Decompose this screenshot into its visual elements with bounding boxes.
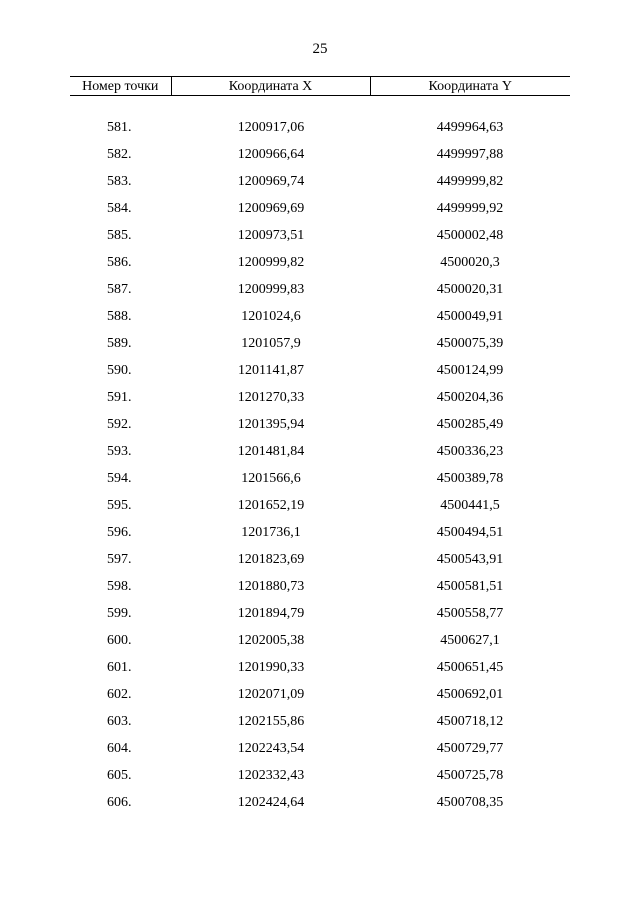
table-row (70, 303, 570, 330)
coordinate-x-cell: 1201270,33 (237, 390, 305, 405)
coordinate-x-cell: 1202243,54 (237, 741, 305, 756)
coordinate-y-cell: 4500336,23 (436, 444, 504, 459)
point-number-cell: 598. (107, 579, 132, 594)
point-number-cell: 606. (107, 795, 132, 810)
point-number-cell: 587. (107, 282, 132, 297)
point-number-cell: 591. (107, 390, 132, 405)
coordinate-x-cell: 1202071,09 (237, 687, 305, 702)
point-number-cell: 581. (107, 120, 132, 135)
table-row (70, 411, 570, 438)
coordinate-y-cell: 4500049,91 (436, 309, 504, 324)
table-body (70, 96, 570, 817)
coordinate-x-cell: 1201057,9 (241, 336, 301, 351)
coordinate-x-cell: 1201024,6 (241, 309, 301, 324)
table-row (70, 492, 570, 519)
coordinate-y-cell: 4500558,77 (436, 606, 504, 621)
coordinate-x-cell: 1200917,06 (237, 120, 305, 135)
table-row (70, 681, 570, 708)
table-row (70, 438, 570, 465)
coordinate-y-cell: 4500651,45 (436, 660, 504, 675)
table-row (70, 330, 570, 357)
table-row (70, 168, 570, 195)
table-row (70, 735, 570, 762)
point-number-cell: 590. (107, 363, 132, 378)
point-number-cell: 593. (107, 444, 132, 459)
point-number-cell: 583. (107, 174, 132, 189)
table-row (70, 357, 570, 384)
coordinate-y-cell: 4500020,31 (436, 282, 504, 297)
coordinate-x-cell: 1201894,79 (237, 606, 305, 621)
point-number-cell: 597. (107, 552, 132, 567)
point-number-cell: 603. (107, 714, 132, 729)
point-number-cell: 594. (107, 471, 132, 486)
coordinate-y-cell: 4500729,77 (436, 741, 504, 756)
table-row (70, 600, 570, 627)
coordinate-x-cell: 1201990,33 (237, 660, 305, 675)
coordinate-x-cell: 1201736,1 (241, 525, 301, 540)
coordinate-y-cell: 4500389,78 (436, 471, 504, 486)
table-row (70, 654, 570, 681)
point-number-cell: 602. (107, 687, 132, 702)
header-coordinate-y: Координата Y (370, 77, 570, 96)
coordinate-x-cell: 1200969,69 (237, 201, 305, 216)
coordinate-x-cell: 1202005,38 (237, 633, 305, 648)
coordinate-y-cell: 4500285,49 (436, 417, 504, 432)
table-row (70, 114, 570, 141)
point-number-cell: 595. (107, 498, 132, 513)
coordinate-x-cell: 1201652,19 (237, 498, 305, 513)
table-spacer-row (70, 96, 570, 115)
table-row (70, 384, 570, 411)
coordinate-y-cell: 4500204,36 (436, 390, 504, 405)
coordinate-y-cell: 4500020,3 (440, 255, 500, 270)
table-row (70, 195, 570, 222)
table-row (70, 141, 570, 168)
table-row (70, 222, 570, 249)
point-number-cell: 582. (107, 147, 132, 162)
point-number-cell: 592. (107, 417, 132, 432)
header-coordinate-x: Координата X (171, 77, 370, 96)
point-number-cell: 596. (107, 525, 132, 540)
coordinate-y-cell: 4500627,1 (440, 633, 500, 648)
coordinate-y-cell: 4500002,48 (436, 228, 504, 243)
coordinate-x-cell: 1200999,82 (237, 255, 305, 270)
point-number-cell: 600. (107, 633, 132, 648)
table-row (70, 762, 570, 789)
table-row (70, 708, 570, 735)
coordinate-y-cell: 4500708,35 (436, 795, 504, 810)
coordinate-y-cell: 4499964,63 (436, 120, 504, 135)
coordinate-x-cell: 1200973,51 (237, 228, 305, 243)
table-row (70, 573, 570, 600)
table-row (70, 519, 570, 546)
point-number-cell: 584. (107, 201, 132, 216)
coordinate-x-cell: 1202155,86 (237, 714, 305, 729)
point-number-cell: 588. (107, 309, 132, 324)
table-spacer-cell (70, 96, 570, 115)
coordinate-y-cell: 4499999,92 (436, 201, 504, 216)
point-number-cell: 586. (107, 255, 132, 270)
table-row (70, 789, 570, 816)
coordinate-y-cell: 4500725,78 (436, 768, 504, 783)
coordinate-y-cell: 4500543,91 (436, 552, 504, 567)
coordinate-x-cell: 1201141,87 (238, 363, 304, 378)
coordinate-y-cell: 4500692,01 (436, 687, 504, 702)
point-number-cell: 585. (107, 228, 132, 243)
page-number: 25 (312, 41, 328, 57)
table-row (70, 465, 570, 492)
point-number-cell: 601. (107, 660, 132, 675)
coordinate-x-cell: 1201566,6 (241, 471, 301, 486)
coordinate-x-cell: 1200969,74 (237, 174, 305, 189)
coordinate-y-cell: 4500075,39 (436, 336, 504, 351)
coordinate-x-cell: 1200966,64 (237, 147, 305, 162)
table-row (70, 276, 570, 303)
coordinate-x-cell: 1201481,84 (237, 444, 305, 459)
table-header-row (70, 77, 570, 96)
coordinate-y-cell: 4499997,88 (436, 147, 504, 162)
coordinate-y-cell: 4500441,5 (440, 498, 500, 513)
table-row (70, 546, 570, 573)
table-row (70, 249, 570, 276)
point-number-cell: 599. (107, 606, 132, 621)
coordinate-x-cell: 1202332,43 (237, 768, 305, 783)
coordinate-x-cell: 1201823,69 (237, 552, 305, 567)
point-number-cell: 604. (107, 741, 132, 756)
table-header (70, 77, 570, 96)
coordinate-y-cell: 4500494,51 (436, 525, 504, 540)
coordinate-y-cell: 4499999,82 (436, 174, 504, 189)
coordinates-table (70, 76, 570, 816)
coordinate-x-cell: 1200999,83 (237, 282, 305, 297)
coordinate-y-cell: 4500124,99 (436, 363, 504, 378)
coordinate-y-cell: 4500718,12 (436, 714, 504, 729)
point-number-cell: 589. (107, 336, 132, 351)
coordinate-x-cell: 1202424,64 (237, 795, 305, 810)
coordinate-y-cell: 4500581,51 (436, 579, 504, 594)
point-number-cell: 605. (107, 768, 132, 783)
header-point-number: Номер точки (70, 77, 171, 96)
table-row (70, 627, 570, 654)
coordinate-x-cell: 1201880,73 (237, 579, 305, 594)
coordinate-x-cell: 1201395,94 (237, 417, 305, 432)
